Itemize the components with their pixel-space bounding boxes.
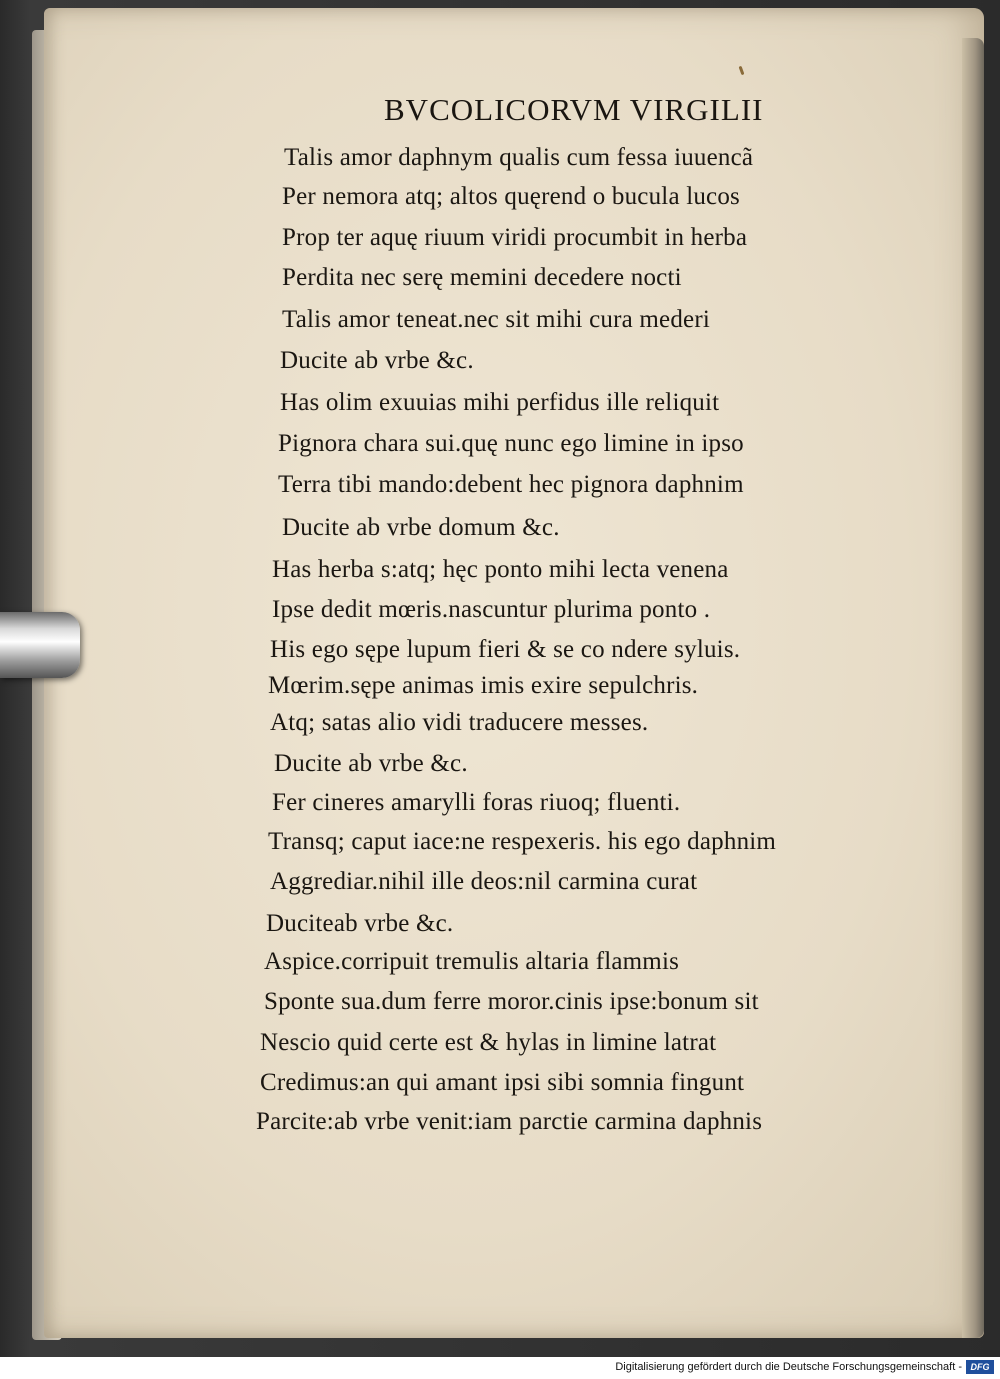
verse-line: Talis amor teneat.nec sit mihi cura mederi — [282, 306, 711, 333]
page-text — [44, 8, 984, 1338]
verse-line: Prop ter aquę riuum viridi procumbit in herba — [282, 224, 748, 251]
verse-line: Parcite:ab vrbe venit:iam parctie carmina daphnis — [256, 1108, 763, 1135]
verse-line: Perdita nec serę memini decedere nocti — [282, 264, 682, 291]
verse-line: Ducite ab vrbe &c. — [280, 347, 474, 374]
verse-line: Sponte sua.dum ferre moror.cinis ipse:bonum sit — [264, 988, 759, 1015]
verse-line: Ipse dedit mœris.nascuntur plurima ponto . — [272, 596, 711, 623]
verse-line: Atq; satas alio vidi traducere messes. — [270, 709, 649, 736]
verse-line: Ducite ab vrbe &c. — [274, 750, 468, 777]
verse-line: His ego sępe lupum fieri & se co ndere syluis. — [270, 636, 741, 663]
page-title: BVCOLICORVM VIRGILII — [384, 92, 764, 127]
verse-line: Nescio quid certe est & hylas in limine latrat — [260, 1029, 717, 1056]
verse-line: Aggrediar.nihil ille deos:nil carmina curat — [270, 868, 698, 895]
footer-credit: Digitalisierung gefördert durch die Deutsche Forschungsgemeinschaft - — [615, 1361, 962, 1373]
verse-line: Credimus:an qui amant ipsi sibi somnia fingunt — [260, 1069, 745, 1096]
verse-line: Mœrim.sępe animas imis exire sepulchris. — [268, 672, 699, 699]
footer-bar — [0, 1357, 1000, 1379]
book-page — [44, 8, 984, 1338]
verse-line: Duciteab vrbe &c. — [266, 910, 454, 937]
dfg-logo-icon: DFG — [966, 1360, 994, 1374]
verse-line: Has olim exuuias mihi perfidus ille reliquit — [280, 389, 720, 416]
verse-line: Transq; caput iace:ne respexeris. his ego daphnim — [268, 828, 777, 855]
verse-line: Talis amor daphnym qualis cum fessa iuuencã — [284, 144, 754, 171]
verse-line: Aspice.corripuit tremulis altaria flammis — [264, 948, 680, 975]
verse-line: Pignora chara sui.quę nunc ego limine in ipso — [278, 430, 744, 457]
verse-line: Has herba s:atq; hęc ponto mihi lecta venena — [272, 556, 729, 583]
verse-line: Terra tibi mando:debent hec pignora daphnim — [278, 471, 744, 498]
verse-line: Fer cineres amarylli foras riuoq; fluenti. — [272, 789, 681, 816]
metal-clip — [0, 612, 80, 678]
verse-line: Per nemora atq; altos quęrend o bucula lucos — [282, 183, 740, 210]
verse-line: Ducite ab vrbe domum &c. — [282, 514, 560, 541]
